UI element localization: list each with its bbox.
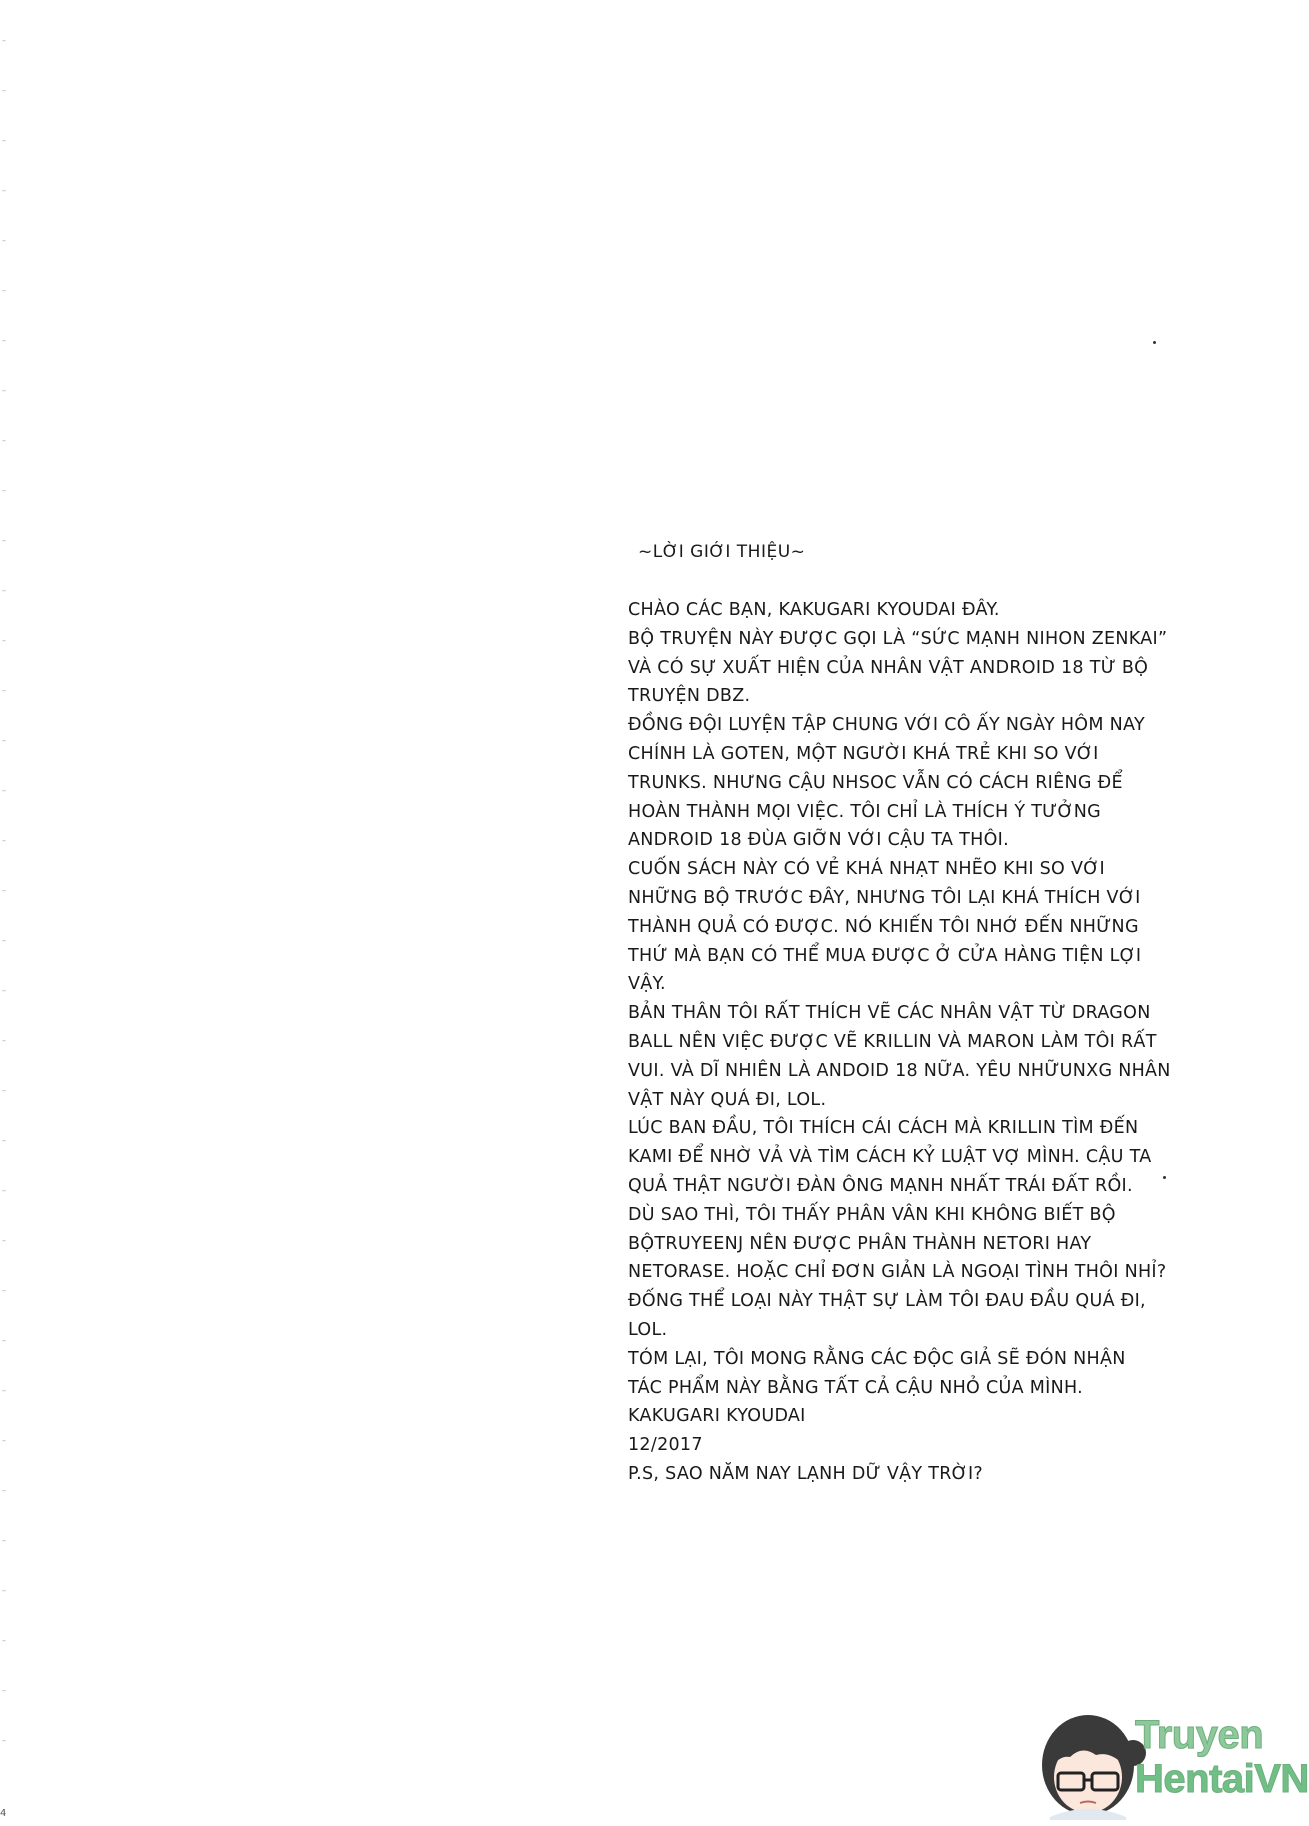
afterword-line: BỘTRUYEENJ NÊN ĐƯỢC PHÂN THÀNH NETORI HAY — [628, 1233, 1092, 1254]
afterword-line: NHỮNG BỘ TRƯỚC ĐÂY, NHƯNG TÔI LẠI KHÁ THÍCH VỚI — [628, 887, 1141, 908]
afterword-line: P.S, SAO NĂM NAY LẠNH DỮ VẬY TRỜI? — [628, 1463, 983, 1484]
afterword-line: TRUNKS. NHƯNG CẬU NHSOC VẪN CÓ CÁCH RIÊNG ĐỂ — [628, 772, 1123, 793]
author-afterword — [628, 538, 1188, 1489]
afterword-line: VẬT NÀY QUÁ ĐI, LOL. — [628, 1089, 827, 1110]
afterword-line: THỨ MÀ BẠN CÓ THỂ MUA ĐƯỢC Ở CỬA HÀNG TIỆN LỢI — [628, 945, 1142, 966]
page-number: 4 — [0, 1808, 7, 1819]
afterword-line: 12/2017 — [628, 1435, 703, 1456]
afterword-title: ~LỜI GIỚI THIỆU~ — [638, 542, 806, 562]
afterword-line: QUẢ THẬT NGƯỜI ĐÀN ÔNG MẠNH NHẤT TRÁI ĐẤT RỒI. — [628, 1175, 1133, 1196]
afterword-line: LÚC BAN ĐẦU, TÔI THÍCH CÁI CÁCH MÀ KRILLIN TÌM ĐẾN — [628, 1118, 1139, 1139]
afterword-line: TRUYỆN DBZ. — [628, 686, 751, 707]
watermark-text — [1135, 1713, 1309, 1801]
watermark-line-2: HentaiVN — [1135, 1757, 1309, 1801]
afterword-line: VÀ CÓ SỰ XUẤT HIỆN CỦA NHÂN VẬT ANDROID 18 TỪ BỘ — [628, 657, 1149, 678]
site-watermark — [1030, 1705, 1309, 1820]
afterword-line: KAMI ĐỂ NHỜ VẢ VÀ TÌM CÁCH KỶ LUẬT VỢ MÌNH. CẬU TA — [628, 1147, 1152, 1168]
afterword-line: CHÀO CÁC BẠN, KAKUGARI KYOUDAI ĐÂY. — [628, 600, 1000, 620]
afterword-line: BẢN THÂN TÔI RẤT THÍCH VẼ CÁC NHÂN VẬT TỪ DRAGON — [628, 1003, 1151, 1024]
afterword-line: TÓM LẠI, TÔI MONG RẰNG CÁC ĐỘC GIẢ SẼ ĐÓN NHẬN — [628, 1348, 1126, 1369]
afterword-line: BALL NÊN VIỆC ĐƯỢC VẼ KRILLIN VÀ MARON LÀM TÔI RẤT — [628, 1031, 1157, 1052]
watermark-line-1: Truyen — [1135, 1713, 1264, 1757]
afterword-line: VUI. VÀ DĨ NHIÊN LÀ ANDOID 18 NỮA. YÊU NHỮUNXG NHÂN — [628, 1060, 1171, 1081]
mascot-girl-icon — [1030, 1705, 1150, 1820]
afterword-line: NETORASE. HOẶC CHỈ ĐƠN GIẢN LÀ NGOẠI TÌNH THÔI NHỈ? — [628, 1262, 1167, 1283]
afterword-line: HOÀN THÀNH MỌI VIỆC. TÔI CHỈ LÀ THÍCH Ý TƯỞNG — [628, 801, 1102, 822]
afterword-line: CHÍNH LÀ GOTEN, MỘT NGƯỜI KHÁ TRẺ KHI SO VỚI — [628, 743, 1099, 764]
afterword-line: CUỐN SÁCH NÀY CÓ VẺ KHÁ NHẠT NHẼO KHI SO VỚI — [628, 859, 1106, 880]
afterword-body — [628, 596, 1188, 1489]
afterword-line: ĐỒNG ĐỘI LUYỆN TẬP CHUNG VỚI CÔ ẤY NGÀY HÔM NAY — [628, 715, 1145, 736]
afterword-line: KAKUGARI KYOUDAI — [628, 1406, 806, 1427]
afterword-line: ANDROID 18 ĐÙA GIỠN VỚI CẬU TA THÔI. — [628, 830, 1010, 851]
afterword-line: ĐỐNG THỂ LOẠI NÀY THẬT SỰ LÀM TÔI ĐAU ĐẦU QUÁ ĐI, — [628, 1291, 1146, 1312]
ink-speck — [1153, 341, 1156, 344]
afterword-line: DÙ SAO THÌ, TÔI THẤY PHÂN VÂN KHI KHÔNG BIẾT BỘ — [628, 1204, 1116, 1225]
afterword-line: LOL. — [628, 1319, 668, 1340]
binding-edge-marks — [0, 40, 8, 1800]
afterword-line: THÀNH QUẢ CÓ ĐƯỢC. NÓ KHIẾN TÔI NHỚ ĐẾN NHỮNG — [628, 916, 1139, 937]
afterword-line: BỘ TRUYỆN NÀY ĐƯỢC GỌI LÀ “SỨC MẠNH NIHON ZENKAI” — [628, 628, 1168, 649]
afterword-line: TÁC PHẨM NÀY BẰNG TẤT CẢ CẬU NHỎ CỦA MÌNH. — [628, 1377, 1084, 1398]
afterword-line: VẬY. — [628, 974, 666, 995]
